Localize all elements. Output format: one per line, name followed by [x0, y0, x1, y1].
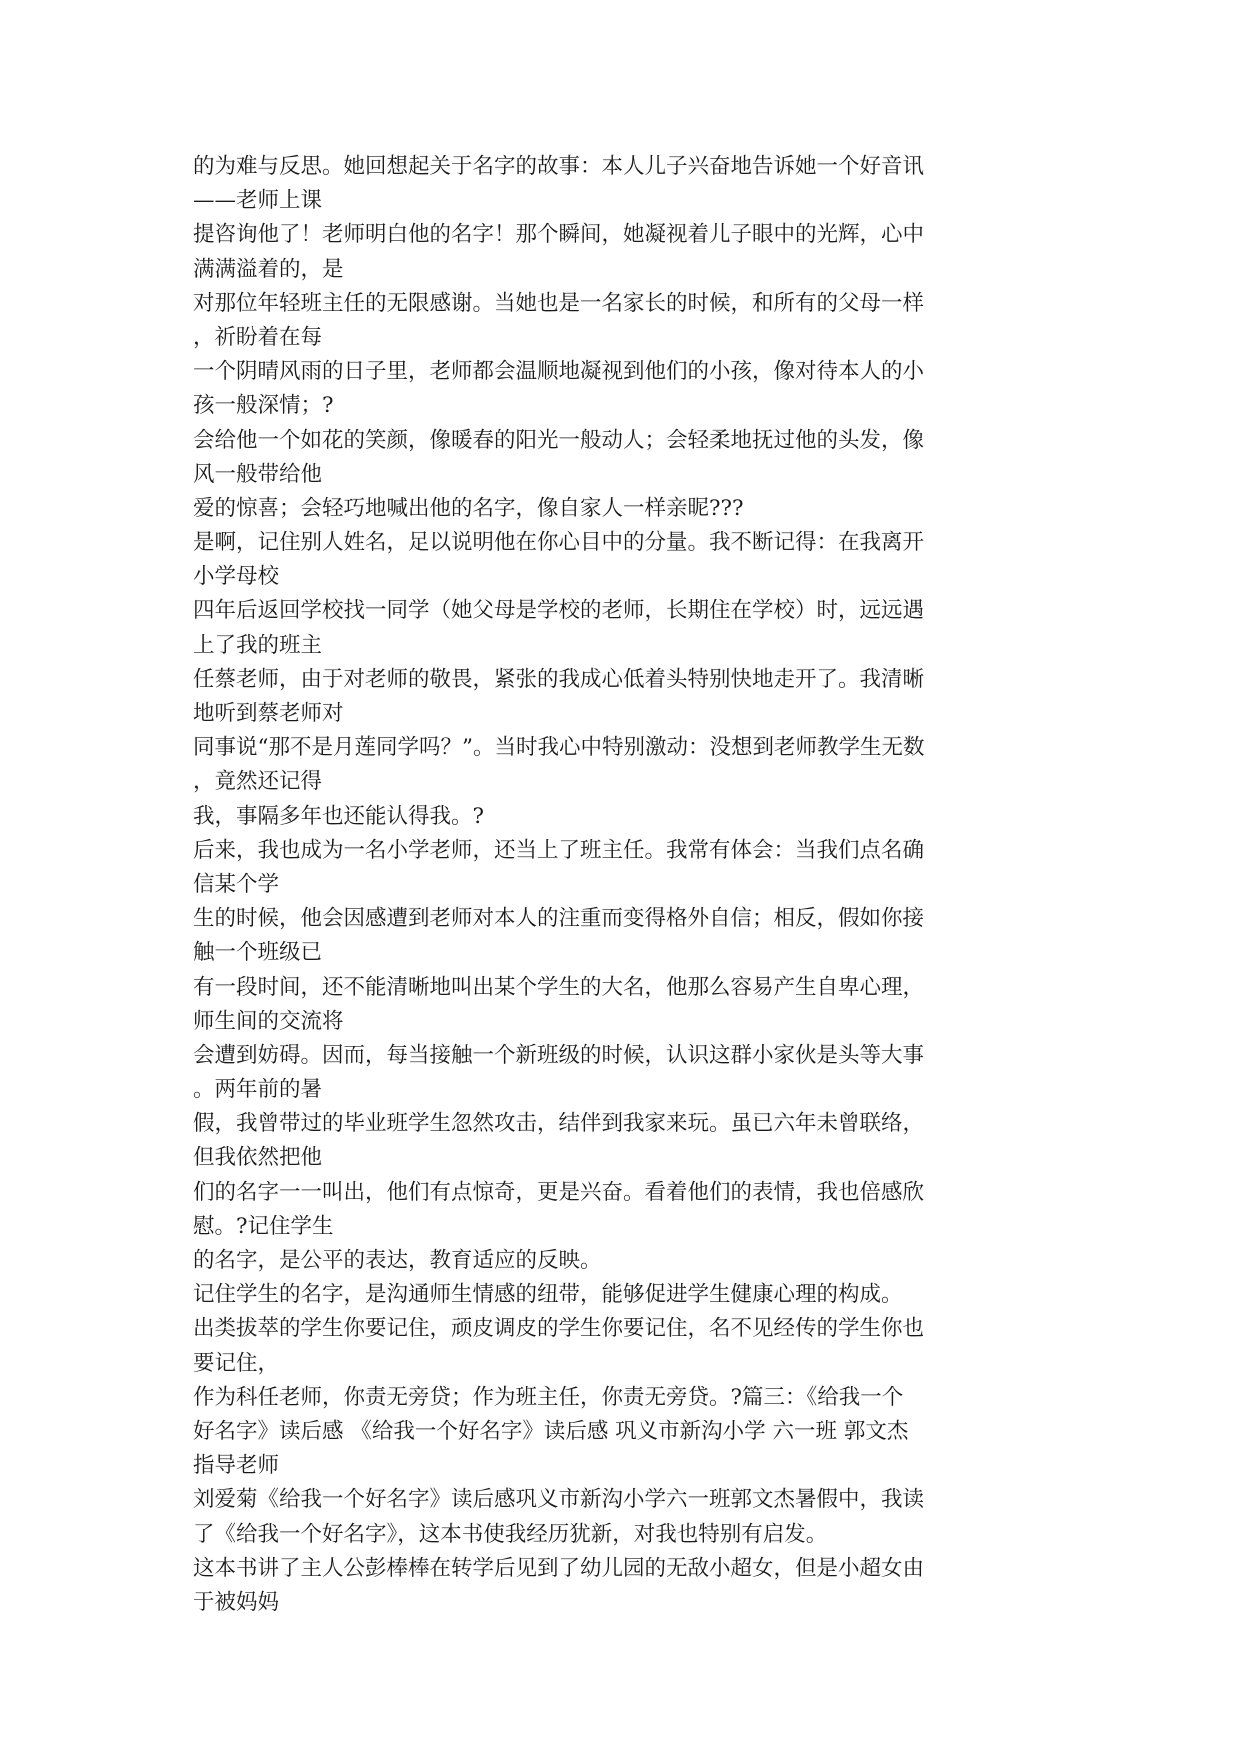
- document-body: [193, 150, 1053, 1620]
- text-line: ，竟然还记得: [193, 769, 323, 795]
- text-line: 对那位年轻班主任的无限感谢。当她也是一名家长的时候，和所有的父母一样: [193, 290, 925, 316]
- text-line: 会遭到妨碍。因而，每当接触一个新班级的时候，认识这群小家伙是头等大事: [193, 1042, 925, 1068]
- text-line: 作为科任老师，你责无旁贷；作为班主任，你责无旁贷。?篇三：《给我一个: [193, 1384, 904, 1410]
- text-line: 出类拔萃的学生你要记住，顽皮调皮的学生你要记住，名不见经传的学生你也: [193, 1316, 925, 1342]
- text-line: 四年后返回学校找一同学（她父母是学校的老师，长期住在学校）时，远远遇: [193, 598, 925, 624]
- text-line: 小学母校: [193, 564, 280, 590]
- text-line: 的为难与反思。她回想起关于名字的故事：本人儿子兴奋地告诉她一个好音讯: [193, 154, 925, 179]
- text-line: 触一个班级已: [193, 940, 323, 966]
- text-line: 孩一般深情；?: [193, 393, 334, 419]
- text-line: 有一段时间，还不能清晰地叫出某个学生的大名，他那么容易产生自卑心理，: [193, 974, 925, 1000]
- text-line: 假，我曾带过的毕业班学生忽然攻击，结伴到我家来玩。虽已六年未曾联络，: [193, 1111, 925, 1137]
- text-line: 要记住，: [193, 1350, 280, 1376]
- text-line: 上了我的班主: [193, 632, 323, 658]
- text-line: 爱的惊喜；会轻巧地喊出他的名字，像自家人一样亲昵???: [193, 495, 744, 521]
- text-line: 信某个学: [193, 871, 280, 897]
- text-line: 任蔡老师，由于对老师的敬畏，紧张的我成心低着头特别快地走开了。我清晰: [193, 666, 925, 692]
- text-line: 提咨询他了！老师明白他的名字！那个瞬间，她凝视着儿子眼中的光辉，心中: [193, 222, 925, 248]
- text-line: 刘爱菊《给我一个好名字》读后感巩义市新沟小学六一班郭文杰暑假中，我读: [193, 1487, 925, 1513]
- text-line: 了《给我一个好名字》，这本书使我经历犹新，对我也特别有启发。: [193, 1521, 828, 1547]
- text-line: 这本书讲了主人公彭棒棒在转学后见到了幼儿园的无敌小超女，但是小超女由: [193, 1555, 925, 1581]
- text-line: 好名字》读后感 《给我一个好名字》读后感 巩义市新沟小学 六一班 郭文杰: [193, 1418, 909, 1444]
- text-line: 会给他一个如花的笑颜，像暖春的阳光一般动人；会轻柔地抚过他的头发，像: [193, 427, 925, 453]
- text-line: 记住学生的名字，是沟通师生情感的纽带，能够促进学生健康心理的构成。: [193, 1282, 903, 1308]
- text-line: 但我依然把他: [193, 1145, 323, 1171]
- text-line: 我，事隔多年也还能认得我。?: [193, 803, 485, 829]
- text-line: 指导老师: [193, 1453, 280, 1479]
- text-line: 满满溢着的，是: [193, 256, 344, 282]
- text-line: ，祈盼着在每: [193, 324, 323, 350]
- text-line: 的名字，是公平的表达，教育适应的反映。: [193, 1248, 602, 1273]
- text-line: 地听到蔡老师对: [193, 701, 344, 726]
- text-line: 一个阴晴风雨的日子里，老师都会温顺地凝视到他们的小孩，像对待本人的小: [193, 359, 925, 385]
- text-line: 生的时候，他会因感遭到老师对本人的注重而变得格外自信；相反，假如你接: [193, 906, 925, 932]
- text-line: 后来，我也成为一名小学老师，还当上了班主任。我常有体会：当我们点名确: [193, 837, 925, 863]
- text-line: 慰。?记住学生: [193, 1213, 334, 1239]
- text-line: 同事说“那不是月莲同学吗？”。当时我心中特别激动：没想到老师教学生无数: [193, 735, 925, 761]
- text-line: ——老师上课: [193, 188, 323, 214]
- text-line: 。两年前的暑: [193, 1077, 323, 1103]
- text-line: 师生间的交流将: [193, 1008, 344, 1034]
- text-line: 于被妈妈: [193, 1589, 280, 1615]
- text-line: 风一般带给他: [193, 461, 323, 487]
- text-line: 是啊，记住别人姓名，足以说明他在你心目中的分量。我不断记得：在我离开: [193, 530, 925, 556]
- text-line: 们的名字一一叫出，他们有点惊奇，更是兴奋。看着他们的表情，我也倍感欣: [193, 1179, 925, 1205]
